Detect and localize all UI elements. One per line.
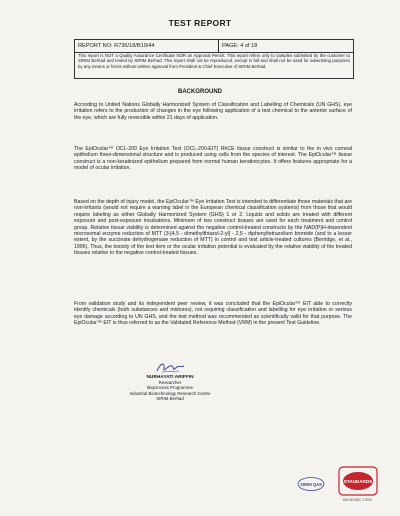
paragraph-epiocular-description: The EpiOcular™ OCL-200 Eye Irritation Test (OCL-200-EIT) RhCE tissue construct is similar to the in vivo corneal epithelium three-dimensional structure and is produced using cells from the species of interest. The EpiOcular™ tissue construct is a non-keratinized epithelium prepared from normal human keratinocytes. It offers features appropriate for a model of ocular irritation. <box>74 146 352 172</box>
signatory-org: SIRIM Berhad <box>156 395 184 401</box>
report-reference-table <box>74 39 354 53</box>
accreditation-text: MS ISO/IEC 17025 <box>343 498 372 502</box>
paragraph-validation: From validation study and its independent peer review, it was concluded that the EpiOcular™ EIT able to correctly identify chemicals (both substances and mixtures), not requiring classification and labelling for eye irritation or serious eye damage according to UN GHS, and the test method was recommended as scientifically valid for that purpose. The EpiOcular™ EIT is thus referred to as the Validated Reference Method (VRM) in the present Test Guideline. <box>74 301 352 327</box>
paragraph-ghs-definition: According to United Nations Globally Harmonized System of Classification and Labelling of Chemicals (UN GHS), eye irritation refers to the production of changes in the eye following application of a test chemical to the anterior surface of the eye, which are fully reversible within 21 days of application. <box>74 102 352 121</box>
report-title: TEST REPORT <box>168 18 232 28</box>
handwritten-signature <box>153 360 187 374</box>
sirim-qas-logo <box>296 476 326 492</box>
standards-malaysia-logo <box>338 466 378 496</box>
signatory-centre: Industrial Biotechnology Research Centre <box>129 390 211 396</box>
report-number: REPORT NO: R736/18/B19/44 <box>75 40 219 52</box>
signature-block <box>100 360 240 401</box>
page-number: PAGE: 4 of 18 <box>222 43 258 49</box>
paragraph-test-method: Based on the depth of injury model, the EpiOcular™ Eye Irritation Test is intended to differentiate those materials that are non-irritants (would not require a warning label in the European chemical classification systems) from those that would require labeling as either Globally Harmonized System (GHS) 1 or 2. Liquids and solids are treated with different exposure and post-exposure incubations. Minimum of two construct tissues are used for each treatment and control group. Relative tissue viability is determined against the negative control-treated constructs by the NAD(P)H-dependent microsomal enzyme reduction of MTT (3-[4,5 - dimethylthiazol-2-yl] - 2,5 - diphenyltetrazolium bromide (and to a lesser extent, by the succinate dehydrogenase reduction of MTT) in control and test article-treated cultures (Berridge, et al., 1996). Thus, the toxicity of the test item or the ocular irritation potential is evaluated by the relative viability of the treated tissues relative to the negative control-treated tissues. <box>74 199 352 257</box>
report-disclaimer: This report is NOT a Quality Assurance Certificate NOR an Approval Permit. This report refers only to samples submitted by the customer to SIRIM Berhad and tested by SIRIM Berhad. This report shall not be reproduced, except in full and shall not be used for advertising purposes by any means or forms without written approval from President & Chief Executive of SIRIM Berhad. <box>74 52 354 79</box>
logo2-text: STANDARDS <box>343 478 373 484</box>
signatory-role: Researcher <box>158 380 182 386</box>
logo1-text: SIRIM QAS <box>300 481 322 487</box>
section-heading: BACKGROUND <box>178 89 222 95</box>
signatory-unit: Bioprocess Programme <box>147 385 193 391</box>
signatory-name: NURHAYATI ARIFFIN <box>146 375 194 380</box>
